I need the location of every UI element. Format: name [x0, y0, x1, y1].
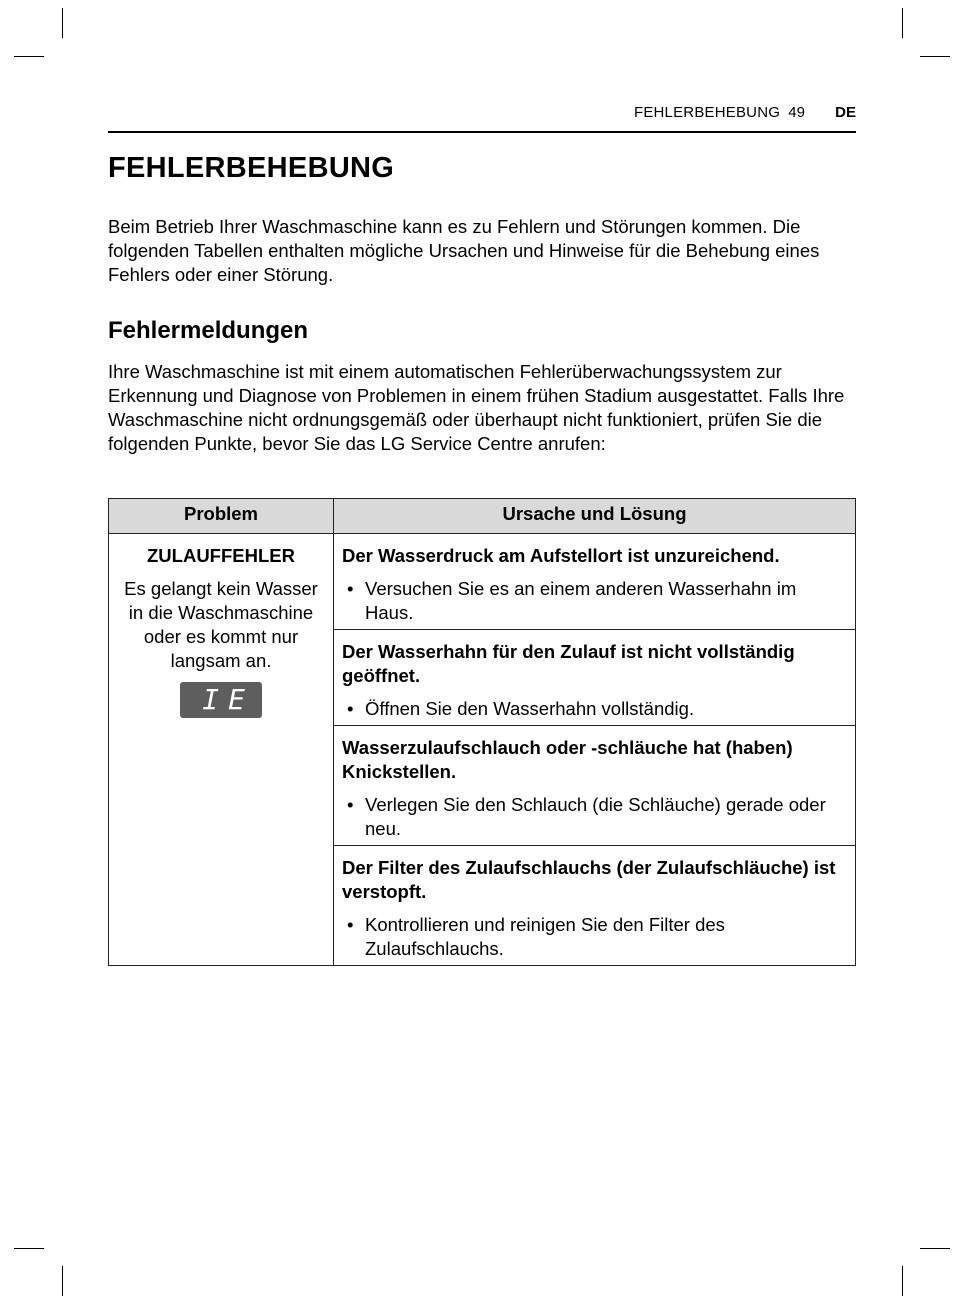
cause-title: Der Wasserdruck am Aufstellort ist unzureichend. [342, 545, 780, 566]
cause-cell [334, 630, 856, 726]
solution-item [342, 577, 847, 625]
page-title: FEHLERBEHEBUNG [108, 152, 395, 184]
crop-mark-top-left-horizontal [14, 56, 44, 57]
intro-paragraph: Beim Betrieb Ihrer Waschmaschine kann es zu Fehlern und Störungen kommen. Die folgenden Tabellen enthalten mögliche Ursachen und Hinweise für die Behebung eines Fehlers oder einer Störung. [108, 216, 820, 285]
table-row [109, 534, 856, 630]
crop-mark-bottom-right-vertical [902, 1266, 903, 1296]
solution-text: Öffnen Sie den Wasserhahn vollständig. [365, 698, 695, 719]
error-code: IE [202, 683, 254, 716]
cause-title: Der Wasserhahn für den Zulauf ist nicht vollständig geöffnet. [342, 641, 795, 686]
crop-mark-bottom-right-horizontal [920, 1248, 950, 1249]
problem-cell [109, 534, 334, 966]
bullet-icon: • [347, 794, 354, 815]
bullet-icon: • [347, 698, 354, 719]
bullet-icon: • [347, 578, 354, 599]
header-rule [108, 131, 856, 133]
solution-text: Kontrollieren und reinigen Sie den Filter des Zulaufschlauchs. [365, 914, 725, 959]
bullet-icon: • [347, 914, 354, 935]
running-header [108, 104, 856, 128]
crop-mark-top-left-vertical [62, 8, 63, 38]
header-problem: Problem [109, 499, 334, 534]
header-section: FEHLERBEHEBUNG [633, 104, 781, 121]
cause-title: Wasserzulaufschlauch oder -schläuche hat (haben) Knickstellen. [342, 737, 793, 782]
cause-title: Der Filter des Zulaufschlauchs (der Zulaufschläuche) ist verstopft. [342, 857, 836, 902]
error-code-display [180, 682, 262, 718]
solution-text: Versuchen Sie es an einem anderen Wasserhahn im Haus. [365, 578, 797, 623]
crop-mark-top-right-horizontal [920, 56, 950, 57]
solution-item [342, 913, 847, 961]
cause-cell [334, 846, 856, 966]
solution-item [342, 697, 847, 721]
cause-cell [334, 534, 856, 630]
section-paragraph: Ihre Waschmaschine ist mit einem automatischen Fehlerüberwachungssystem zur Erkennung und Diagnose von Problemen in einem frühen Stadium ausgestattet. Falls Ihre Waschmaschine nicht ordnungsgemäß oder überhaupt nicht funktioniert, prüfen Sie die folgenden Punkte, bevor Sie das LG Service Centre anrufen: [108, 361, 845, 454]
error-table [108, 498, 856, 966]
crop-mark-top-right-vertical [902, 8, 903, 38]
problem-description: Es gelangt kein Wasser in die Waschmaschine oder es kommt nur langsam an. [124, 578, 318, 671]
crop-mark-bottom-left-horizontal [14, 1248, 44, 1249]
problem-title: ZULAUFFEHLER [147, 545, 295, 566]
solution-text: Verlegen Sie den Schlauch (die Schläuche) gerade oder neu. [365, 794, 826, 839]
header-page-number: 49 [788, 104, 805, 121]
table-header-row [109, 499, 856, 534]
section-heading: Fehlermeldungen [108, 317, 309, 344]
header-cause-solution: Ursache und Lösung [334, 499, 856, 534]
header-language: DE [835, 104, 856, 121]
cause-cell [334, 726, 856, 846]
crop-mark-bottom-left-vertical [62, 1266, 63, 1296]
solution-item [342, 793, 847, 841]
